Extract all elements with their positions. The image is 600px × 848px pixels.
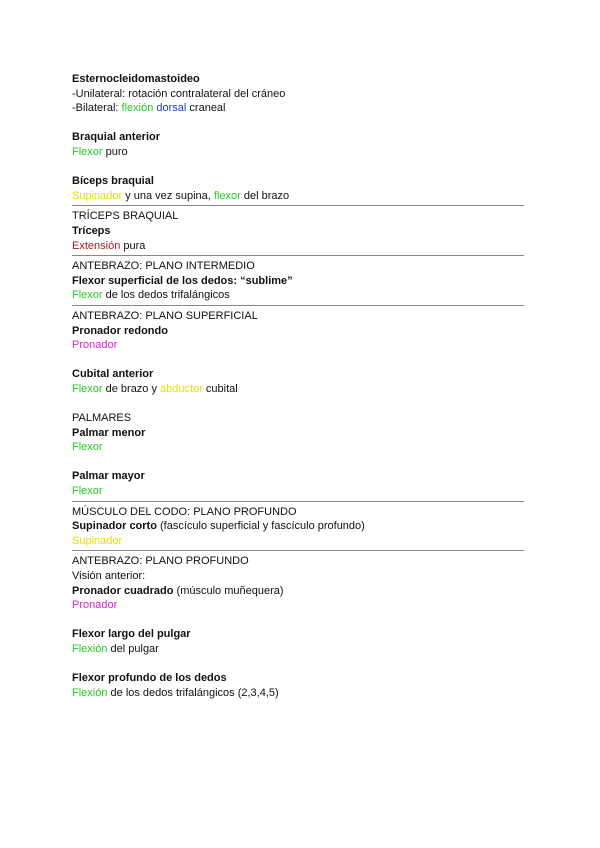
flexor-profundo-title: Flexor profundo de los dedos <box>72 672 227 685</box>
supinador-term: Supinador <box>72 534 123 547</box>
section-header-palmares: PALMARES <box>72 412 132 425</box>
triceps-desc-text: pura <box>120 239 146 252</box>
supinador-corto-line <box>72 519 524 534</box>
abductor-term: abductor <box>160 382 203 395</box>
section-divider <box>72 205 524 206</box>
craneal-text: craneal <box>186 102 226 115</box>
biceps-braquial-desc <box>72 189 524 204</box>
section-header-profundo: ANTEBRAZO: PLANO PROFUNDO <box>72 555 249 568</box>
braquial-anterior-desc <box>72 145 524 160</box>
unilateral-line: -Unilateral: rotación contralateral del cráneo <box>72 87 286 100</box>
flexor-term: Flexor <box>72 485 103 498</box>
vision-anterior: Visión anterior: <box>72 570 146 582</box>
pronador-term: Pronador <box>72 339 118 352</box>
flexor-term: Flexor <box>72 441 103 454</box>
palmar-mayor-title: Palmar mayor <box>72 470 145 483</box>
palmar-menor-title: Palmar menor <box>72 426 146 439</box>
flexor-largo-pulgar-title: Flexor largo del pulgar <box>72 628 191 641</box>
biceps-desc-end: del brazo <box>240 189 290 202</box>
section-header-triceps: TRÍCEPS BRAQUIAL <box>72 210 179 223</box>
esternocleidomastoideo-title: Esternocleidomastoideo <box>72 73 200 85</box>
biceps-desc-text: y una vez supina, <box>122 189 214 202</box>
section-header-intermedio: ANTEBRAZO: PLANO INTERMEDIO <box>72 260 255 273</box>
cubital-desc-text: de brazo y <box>102 382 161 395</box>
flexor-profundo-desc <box>72 686 524 701</box>
flexor-superficial-desc <box>72 288 524 303</box>
bilateral-label: -Bilateral: <box>72 102 122 115</box>
flexor-superficial-title: Flexor superficial de los dedos: “sublime” <box>72 274 293 287</box>
section-header-codo: MÚSCULO DEL CODO: PLANO PROFUNDO <box>72 505 297 518</box>
flexion-term: flexión <box>121 102 154 115</box>
section-divider <box>72 550 524 551</box>
flexor-term: Flexor <box>72 145 103 158</box>
braquial-anterior-title: Braquial anterior <box>72 131 161 144</box>
extension-term: Extensión <box>72 239 121 252</box>
braquial-desc-text: puro <box>102 145 128 158</box>
triceps-desc <box>72 239 524 254</box>
flexor-profundo-text: de los dedos trifalángicos (2,3,4,5) <box>107 686 279 699</box>
supinador-corto-title: Supinador corto <box>72 520 157 533</box>
flexor-term: Flexor <box>72 382 103 395</box>
section-divider <box>72 501 524 502</box>
flexion-term: Flexión <box>72 686 108 699</box>
supinador-term: Supinador <box>72 189 123 202</box>
flexor-largo-pulgar-desc <box>72 642 524 657</box>
pronador-cuadrado-title: Pronador cuadrado <box>72 584 174 597</box>
pulgar-desc-text: del pulgar <box>107 642 159 655</box>
triceps-title: Tríceps <box>72 224 111 237</box>
document-content <box>72 72 524 700</box>
pronador-cuadrado-line <box>72 584 524 599</box>
section-header-superficial: ANTEBRAZO: PLANO SUPERFICIAL <box>72 309 258 322</box>
cubital-anterior-title: Cubital anterior <box>72 368 154 381</box>
dorsal-term: dorsal <box>156 102 187 115</box>
flexor-term: Flexor <box>72 289 103 302</box>
cubital-anterior-desc <box>72 382 524 397</box>
flexor-superficial-text: de los dedos trifalángicos <box>102 289 230 302</box>
pronador-cuadrado-note: (músculo muñequera) <box>173 584 284 597</box>
biceps-braquial-title: Bíceps braquial <box>72 175 154 188</box>
flexor-term: flexor <box>213 189 241 202</box>
pronador-term: Pronador <box>72 599 118 612</box>
section-divider <box>72 255 524 256</box>
pronador-redondo-title: Pronador redondo <box>72 324 168 337</box>
cubital-desc-end: cubital <box>202 382 238 395</box>
section-divider <box>72 305 524 306</box>
flexion-term: Flexión <box>72 642 108 655</box>
supinador-corto-note: (fascículo superficial y fascículo profundo) <box>156 520 365 533</box>
bilateral-line <box>72 101 524 116</box>
